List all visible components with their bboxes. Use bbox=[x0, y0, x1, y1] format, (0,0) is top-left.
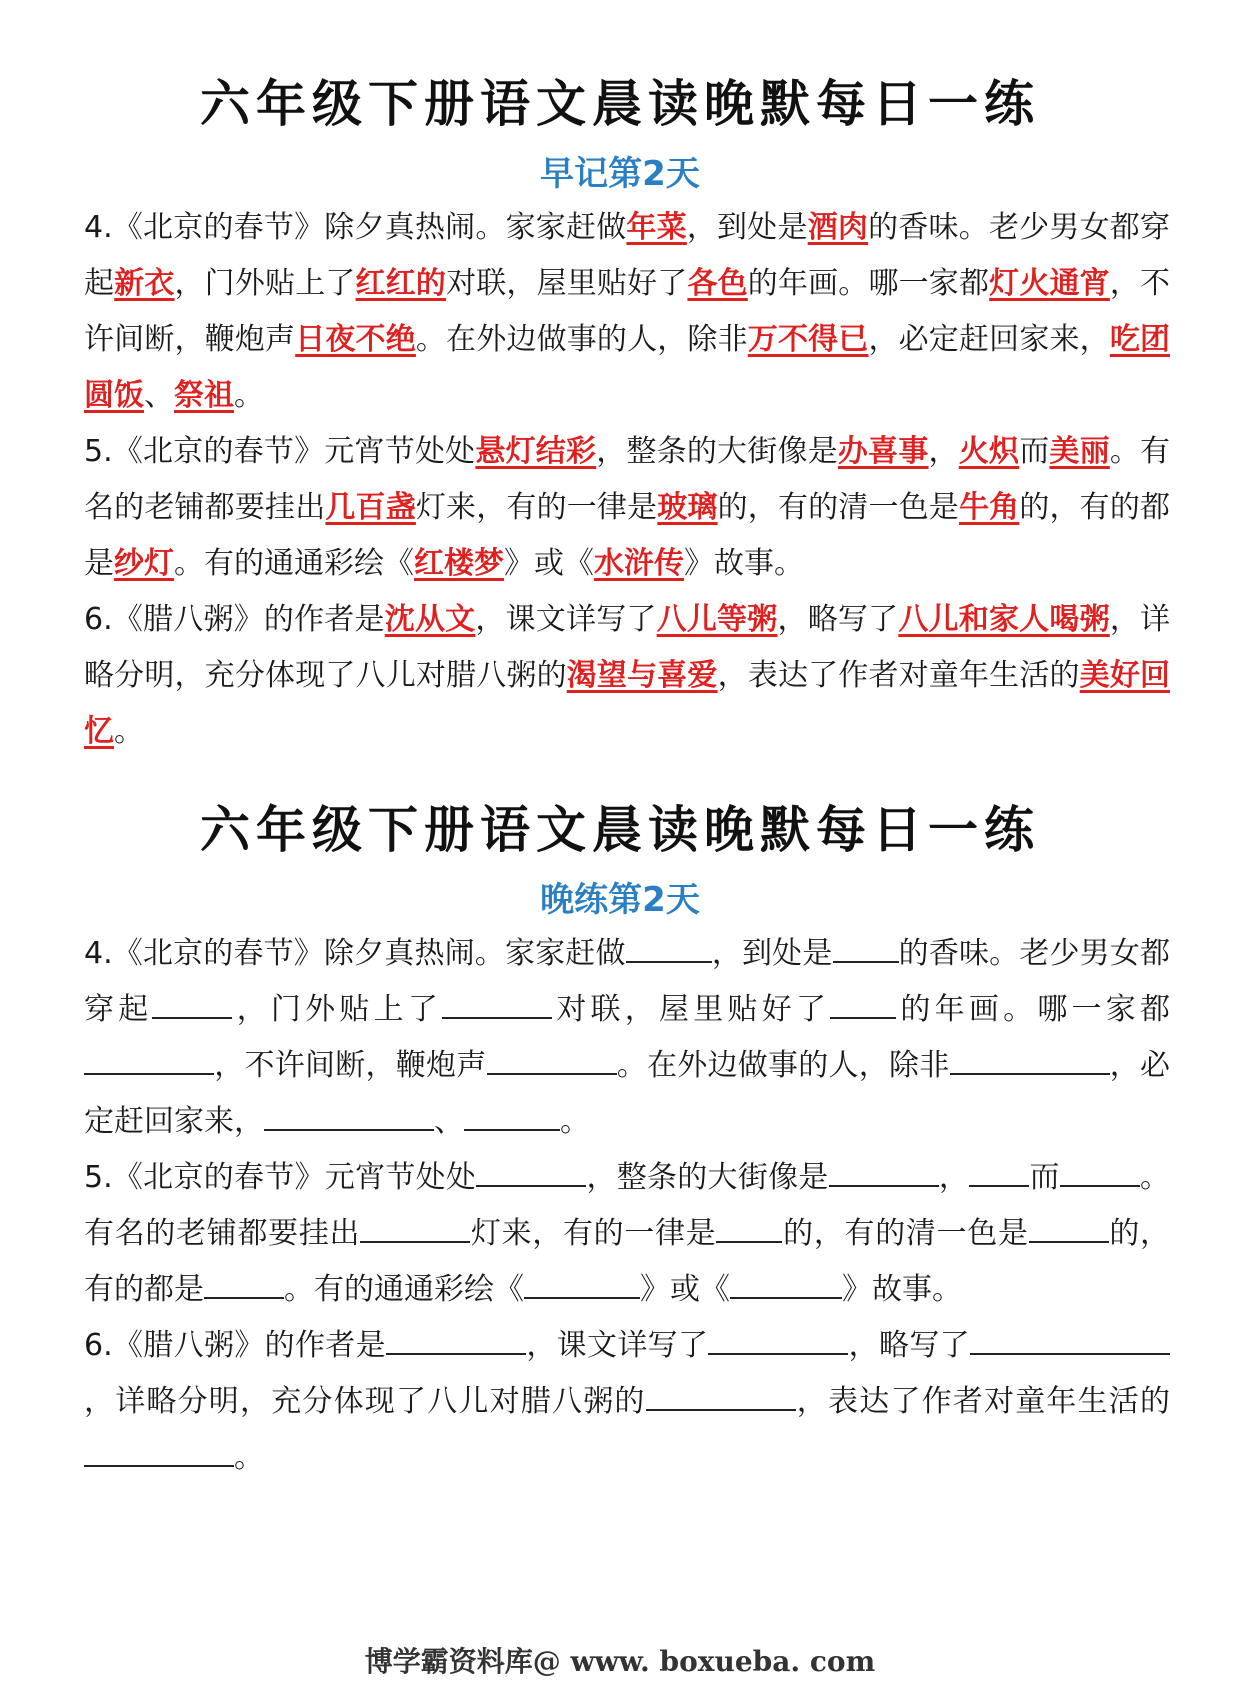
item-number: 5. bbox=[84, 1160, 113, 1195]
answer: 红红的 bbox=[355, 266, 447, 301]
blank-line[interactable] bbox=[969, 1155, 1029, 1187]
blank-line[interactable] bbox=[716, 1211, 782, 1243]
answer: 玻璃 bbox=[657, 490, 718, 525]
evening-subtitle: 晚练第2天 bbox=[540, 880, 700, 920]
answer: 渴望与喜爱 bbox=[566, 658, 718, 693]
answer: 八儿和家人喝粥 bbox=[898, 602, 1110, 637]
answer: 悬灯结彩 bbox=[475, 434, 597, 469]
answer: 灯火通宵 bbox=[989, 266, 1110, 301]
answer: 吃团圆饭 bbox=[84, 322, 1171, 413]
morning-title: 六年级下册语文晨读晚默每日一练 bbox=[200, 74, 1040, 133]
answer: 各色 bbox=[687, 266, 748, 301]
blank-line[interactable] bbox=[950, 1043, 1110, 1075]
answer: 日夜不绝 bbox=[295, 322, 416, 357]
blank-line[interactable] bbox=[646, 1379, 796, 1411]
answer: 美好回忆 bbox=[84, 658, 1171, 749]
evening-title: 六年级下册语文晨读晚默每日一练 bbox=[200, 800, 1040, 859]
morning-subtitle: 早记第2天 bbox=[540, 154, 700, 194]
blank-line[interactable] bbox=[84, 1435, 234, 1467]
blank-line[interactable] bbox=[1060, 1155, 1140, 1187]
answer: 年菜 bbox=[626, 210, 687, 245]
blank-line[interactable] bbox=[152, 987, 232, 1019]
blank-line[interactable] bbox=[626, 931, 712, 963]
evening-section bbox=[0, 798, 1240, 1486]
blank-line[interactable] bbox=[264, 1099, 434, 1131]
blank-line[interactable] bbox=[84, 1043, 214, 1075]
item-number: 4. bbox=[84, 936, 113, 971]
answer: 红楼梦 bbox=[414, 546, 504, 581]
evening-item-5: 5.《北京的春节》元宵节处处 ，整条的大街像是 ， 而 。有名的老铺都要挂出 灯来，有的一律是 的，有的清一色是 的，有的都是 。有的通通彩绘《 》或《 》故事。 bbox=[84, 1150, 1170, 1318]
answer: 酒肉 bbox=[807, 210, 869, 245]
answer: 水浒传 bbox=[594, 546, 684, 581]
blank-line[interactable] bbox=[487, 1043, 617, 1075]
evening-item-4: 4.《北京的春节》除夕真热闹。家家赶做 ，到处是 的香味。老少男女都穿起 ，门外贴上了 对联，屋里贴好了 的年画。哪一家都，不许间断，鞭炮声 。在外边做事的人，除非 ，必定赶回家来， 、 。 bbox=[84, 926, 1170, 1150]
item-number: 5. bbox=[84, 434, 113, 469]
blank-line[interactable] bbox=[970, 1323, 1170, 1355]
answer: 万不得已 bbox=[747, 322, 869, 357]
answer: 八儿等粥 bbox=[656, 602, 778, 637]
answer: 火炽 bbox=[958, 434, 1020, 469]
answer: 新衣 bbox=[114, 266, 175, 301]
blank-line[interactable] bbox=[730, 1267, 842, 1299]
item-number: 6. bbox=[84, 1328, 113, 1363]
morning-section bbox=[0, 72, 1240, 760]
blank-line[interactable] bbox=[464, 1099, 560, 1131]
blank-line[interactable] bbox=[476, 1155, 586, 1187]
blank-line[interactable] bbox=[1029, 1211, 1109, 1243]
evening-item-6: 6.《腊八粥》的作者是 ，课文详写了 ，略写了，详略分明，充分体现了八儿对腊八粥的 ，表达了作者对童年生活的。 bbox=[84, 1318, 1170, 1486]
blank-line[interactable] bbox=[204, 1267, 284, 1299]
answer: 办喜事 bbox=[837, 434, 929, 469]
blank-line[interactable] bbox=[360, 1211, 470, 1243]
answer: 美丽 bbox=[1049, 434, 1110, 469]
item-number: 4. bbox=[84, 210, 113, 245]
answer: 牛角 bbox=[958, 490, 1020, 525]
morning-item-6: 6.《腊八粥》的作者是沈从文，课文详写了八儿等粥，略写了八儿和家人喝粥，详略分明，充分体现了八儿对腊八粥的渴望与喜爱，表达了作者对童年生活的美好回忆。 bbox=[84, 602, 1171, 749]
answer: 祭祖 bbox=[174, 378, 234, 413]
morning-item-5: 5.《北京的春节》元宵节处处悬灯结彩，整条的大街像是办喜事，火炽而美丽。有名的老铺都要挂出几百盏灯来，有的一律是玻璃的，有的清一色是牛角的，有的都是纱灯。有的通通彩绘《红楼梦》或《水浒传》故事。 bbox=[84, 434, 1171, 581]
blank-line[interactable] bbox=[708, 1323, 848, 1355]
morning-item-4: 4.《北京的春节》除夕真热闹。家家赶做年菜，到处是酒肉的香味。老少男女都穿起新衣，门外贴上了红红的对联，屋里贴好了各色的年画。哪一家都灯火通宵，不许间断，鞭炮声日夜不绝。在外边做事的人，除非万不得已，必定赶回家来，吃团圆饭、祭祖。 bbox=[84, 210, 1171, 413]
blank-line[interactable] bbox=[442, 987, 552, 1019]
blank-line[interactable] bbox=[524, 1267, 640, 1299]
item-number: 6. bbox=[84, 602, 113, 637]
blank-line[interactable] bbox=[386, 1323, 526, 1355]
answer: 沈从文 bbox=[384, 602, 476, 637]
footer-watermark: 博学霸资料库@ www. boxueba. com bbox=[364, 1645, 876, 1678]
blank-line[interactable] bbox=[829, 1155, 939, 1187]
blank-line[interactable] bbox=[830, 987, 896, 1019]
blank-line[interactable] bbox=[833, 931, 899, 963]
answer: 纱灯 bbox=[114, 546, 174, 581]
answer: 几百盏 bbox=[325, 490, 416, 525]
